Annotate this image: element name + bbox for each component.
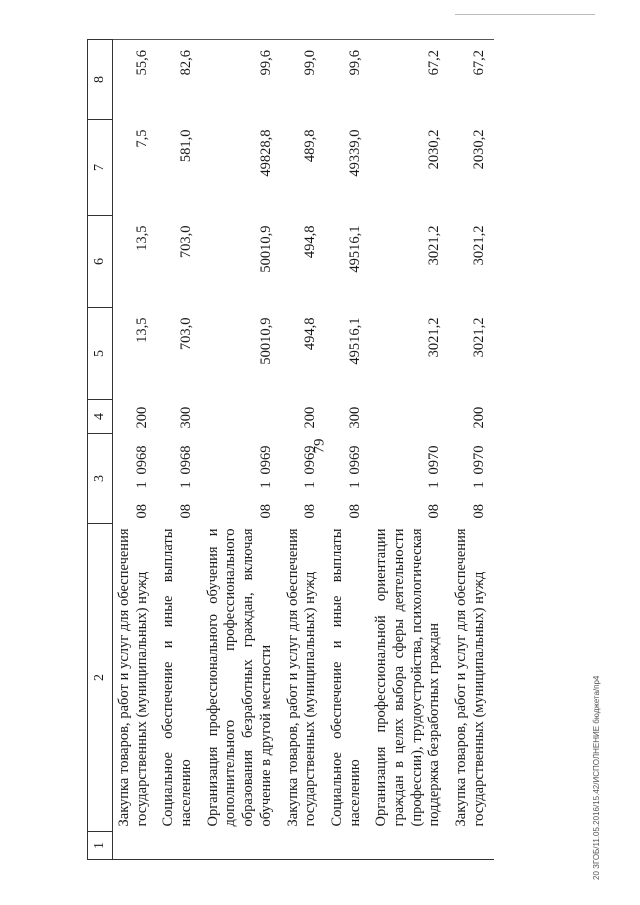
row-description: Организация профессиональной ориентации граждан в целях выбора сферы деятельности (профессии), трудоустройства, психологическая поддержка безработных граждан xyxy=(373,528,443,827)
header-col-2: 2 xyxy=(88,524,113,832)
row-target-article: 0968 xyxy=(133,445,150,475)
row-col-6: 13,5 xyxy=(133,225,150,251)
row-col-5: 703,0 xyxy=(178,317,195,351)
row-col-1 xyxy=(370,832,450,860)
row-col-8: 99,6 xyxy=(202,39,282,119)
header-col-8: 8 xyxy=(88,39,113,119)
row-col-8: 82,6 xyxy=(157,39,201,119)
row-description: Закупка товаров, работ и услуг для обеспечения государственных (муниципальных) нужд xyxy=(453,528,487,827)
row-col-1 xyxy=(326,832,370,860)
header-col-7: 7 xyxy=(88,119,113,215)
row-col-7: 49339,0 xyxy=(346,129,363,177)
row-description: Социальное обеспечение и иные выплаты населению xyxy=(160,528,195,827)
table-body xyxy=(113,39,495,859)
row-col-8: 99,0 xyxy=(282,39,326,119)
table-row xyxy=(202,39,282,859)
row-col-8: 99,6 xyxy=(326,39,370,119)
file-stamp: 20 ЗГОБ/11.05.2016/15.42/ИСПОЛНЕНИЕ бюджета/пр4 xyxy=(592,675,601,880)
row-col-5: 3021,2 xyxy=(426,317,443,358)
row-section: 08 xyxy=(178,504,195,519)
row-target-article: 0969 xyxy=(302,445,319,475)
row-col-5: 13,5 xyxy=(133,317,150,343)
header-col-1: 1 xyxy=(88,832,113,860)
table-row xyxy=(282,39,326,859)
row-col-5: 3021,2 xyxy=(470,317,487,358)
row-col-5: 50010,9 xyxy=(257,317,274,365)
header-col-4: 4 xyxy=(88,399,113,433)
header-col-3: 3 xyxy=(88,433,113,523)
row-target-article: 0968 xyxy=(178,445,195,475)
row-col-7: 7,5 xyxy=(133,129,150,148)
table-row xyxy=(113,39,158,859)
row-col-7: 2030,2 xyxy=(470,129,487,170)
row-target-article: 0969 xyxy=(257,445,274,475)
row-col-1 xyxy=(202,832,282,860)
table-row xyxy=(326,39,370,859)
row-section: 08 xyxy=(257,504,274,519)
row-subsection: 1 xyxy=(178,481,195,489)
row-col-6: 703,0 xyxy=(178,225,195,259)
row-section: 08 xyxy=(346,504,363,519)
row-subsection: 1 xyxy=(133,481,150,489)
row-col-8: 67,2 xyxy=(450,39,494,119)
table-row xyxy=(157,39,201,859)
row-col-7: 2030,2 xyxy=(426,129,443,170)
table-row xyxy=(450,39,494,859)
row-description: Закупка товаров, работ и услуг для обеспечения государственных (муниципальных) нужд xyxy=(284,528,319,827)
row-expense-type: 200 xyxy=(302,406,319,429)
row-section: 08 xyxy=(426,504,443,519)
row-col-1 xyxy=(157,832,201,860)
row-col-7: 581,0 xyxy=(178,129,195,163)
row-section: 08 xyxy=(470,504,487,519)
row-subsection: 1 xyxy=(257,481,274,489)
row-col-6: 3021,2 xyxy=(470,225,487,266)
row-col-6: 494,8 xyxy=(302,225,319,259)
row-section: 08 xyxy=(302,504,319,519)
row-section: 08 xyxy=(133,504,150,519)
row-expense-type: 200 xyxy=(470,406,487,429)
row-col-6: 50010,9 xyxy=(257,225,274,273)
header-col-6: 6 xyxy=(88,215,113,307)
row-expense-type xyxy=(370,399,450,433)
row-col-7: 489,8 xyxy=(302,129,319,163)
row-expense-type: 300 xyxy=(178,406,195,429)
row-expense-type xyxy=(202,399,282,433)
row-description: Социальное обеспечение и иные выплаты населению xyxy=(328,528,363,827)
scan-artifact-line xyxy=(455,14,595,15)
table-row xyxy=(370,39,450,859)
row-description: Закупка товаров, работ и услуг для обеспечения государственных (муниципальных) нужд xyxy=(116,528,150,827)
row-col-1 xyxy=(282,832,326,860)
row-subsection: 1 xyxy=(346,481,363,489)
row-col-8: 67,2 xyxy=(370,39,450,119)
row-target-article: 0970 xyxy=(426,445,443,475)
page-number: 79 xyxy=(311,438,328,454)
row-subsection: 1 xyxy=(426,481,443,489)
header-row xyxy=(88,39,113,859)
row-col-6: 49516,1 xyxy=(346,225,363,273)
row-col-5: 494,8 xyxy=(302,317,319,351)
row-expense-type: 200 xyxy=(133,406,150,429)
row-col-7: 49828,8 xyxy=(257,129,274,177)
row-subsection: 1 xyxy=(302,481,319,489)
row-expense-type: 300 xyxy=(346,406,363,429)
row-target-article: 0970 xyxy=(470,445,487,475)
row-col-6: 3021,2 xyxy=(426,225,443,266)
header-col-5: 5 xyxy=(88,307,113,399)
row-target-article: 0969 xyxy=(346,445,363,475)
budget-table xyxy=(87,39,494,860)
rotated-table-container xyxy=(87,40,620,860)
row-description: Организация профессионального обучения и дополнительного профессионального образования безработных граждан, включая обучение в другой местности xyxy=(204,528,274,827)
row-col-1 xyxy=(113,832,158,860)
row-col-8: 55,6 xyxy=(113,39,158,119)
row-subsection: 1 xyxy=(470,481,487,489)
row-col-1 xyxy=(450,832,494,860)
row-col-5: 49516,1 xyxy=(346,317,363,365)
